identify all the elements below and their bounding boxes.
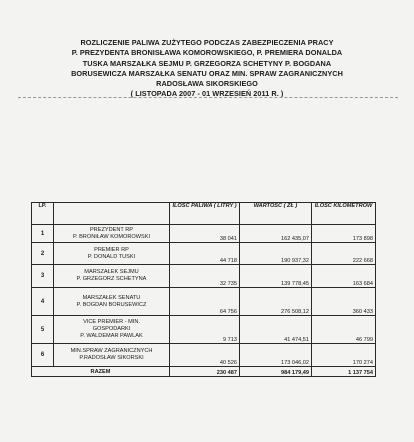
column-header-fuel: ILOŚĆ PALIWA ( LITRY ) [170,203,240,225]
row-value: 139 778,45 [240,265,312,288]
row-value: 190 937,32 [240,243,312,265]
row-lp: 6 [32,344,54,367]
row-km: 360 433 [312,288,376,316]
table-row [32,344,376,367]
table-total-row [32,367,376,377]
column-header-km: ILOŚĆ KILOMETRÓW [312,203,376,225]
row-title: VICE PREMIER - MIN. [83,319,140,325]
row-lp: 4 [32,288,54,316]
row-title: PREZYDENT RP [89,226,134,233]
table-row [32,316,376,344]
column-header-lp: LP. [32,203,54,225]
column-header-value: WARTOŚĆ ( ZŁ ) [240,203,312,225]
row-fuel: 38 041 [170,225,240,243]
table-row [32,288,376,316]
row-lp: 3 [32,265,54,288]
row-value: 162 435,07 [240,225,312,243]
table-row [32,243,376,265]
table-header-row [32,203,376,225]
heading-line-4: BORUSEWICZA MARSZAŁKA SENATU ORAZ MIN. SPRAW ZAGRANICZNYCH [71,68,343,78]
row-value: 41 474,51 [240,316,312,344]
row-km: 173 898 [312,225,376,243]
row-person: P.RADOSŁAW SIKORSKI [79,355,144,361]
row-value: 276 508,12 [240,288,312,316]
row-title-cont: GOSPODARKI [92,326,131,332]
row-km: 163 684 [312,265,376,288]
table-row [32,225,376,243]
row-lp: 5 [32,316,54,344]
row-lp: 1 [32,225,54,243]
row-fuel: 64 756 [170,288,240,316]
row-fuel: 40 526 [170,344,240,367]
row-value: 173 046,02 [240,344,312,367]
row-title: MARSZAŁEK SENATU [82,294,141,301]
row-person: P. DONALD TUSKI [87,253,136,260]
scan-artifact-line [18,97,398,98]
row-fuel: 44 718 [170,243,240,265]
row-fuel: 9 713 [170,316,240,344]
heading-line-3: TUSKA MARSZAŁKA SEJMU P. GRZEGORZA SCHETYNY P. BOGDANA [82,58,332,68]
row-person: P. BOGDAN BORUSEWICZ [76,301,147,308]
row-person: P. GRZEGORZ SCHETYNA [76,276,147,282]
table-row [32,265,376,288]
heading-line-1: ROZLICZENIE PALIWA ZUŻYTEGO PODCZAS ZABEZPIECZENIA PRACY [80,38,334,47]
row-name [54,288,170,316]
row-name [54,316,170,344]
row-person: P. BRONIŁAW KOMOROWSKI [72,233,151,240]
row-km: 46 799 [312,316,376,344]
row-title: PREMIER RP [94,246,129,253]
heading-date-range: ( LISTOPADA 2007 - 01 WRZESIEŃ 2011 R. ) [130,89,284,99]
row-name [54,265,170,288]
heading-line-2: P. PREZYDENTA BRONISŁAWA KOMOROWSKIEGO, P. PREMIERA DONALDA [71,48,343,58]
row-km: 170 274 [312,344,376,367]
row-title: MIN.SPRAW ZAGRANICZNYCH [70,348,153,354]
heading-line-5: RADOSŁAWA SIKORSKIEGO [156,79,258,89]
row-name [54,243,170,265]
row-km: 222 668 [312,243,376,265]
row-name [54,344,170,367]
fuel-settlement-table [31,202,376,377]
total-km: 1 137 754 [312,367,376,377]
column-header-name [54,203,170,225]
row-lp: 2 [32,243,54,265]
total-label: RAZEM [32,367,170,377]
row-person: P. WALDEMAR PAWLAK [80,333,143,339]
row-name [54,225,170,243]
total-value: 984 179,49 [240,367,312,377]
total-fuel: 230 487 [170,367,240,377]
row-fuel: 32 735 [170,265,240,288]
document-heading [20,38,394,100]
row-title: MARSZAŁEK SEJMU [84,269,139,275]
